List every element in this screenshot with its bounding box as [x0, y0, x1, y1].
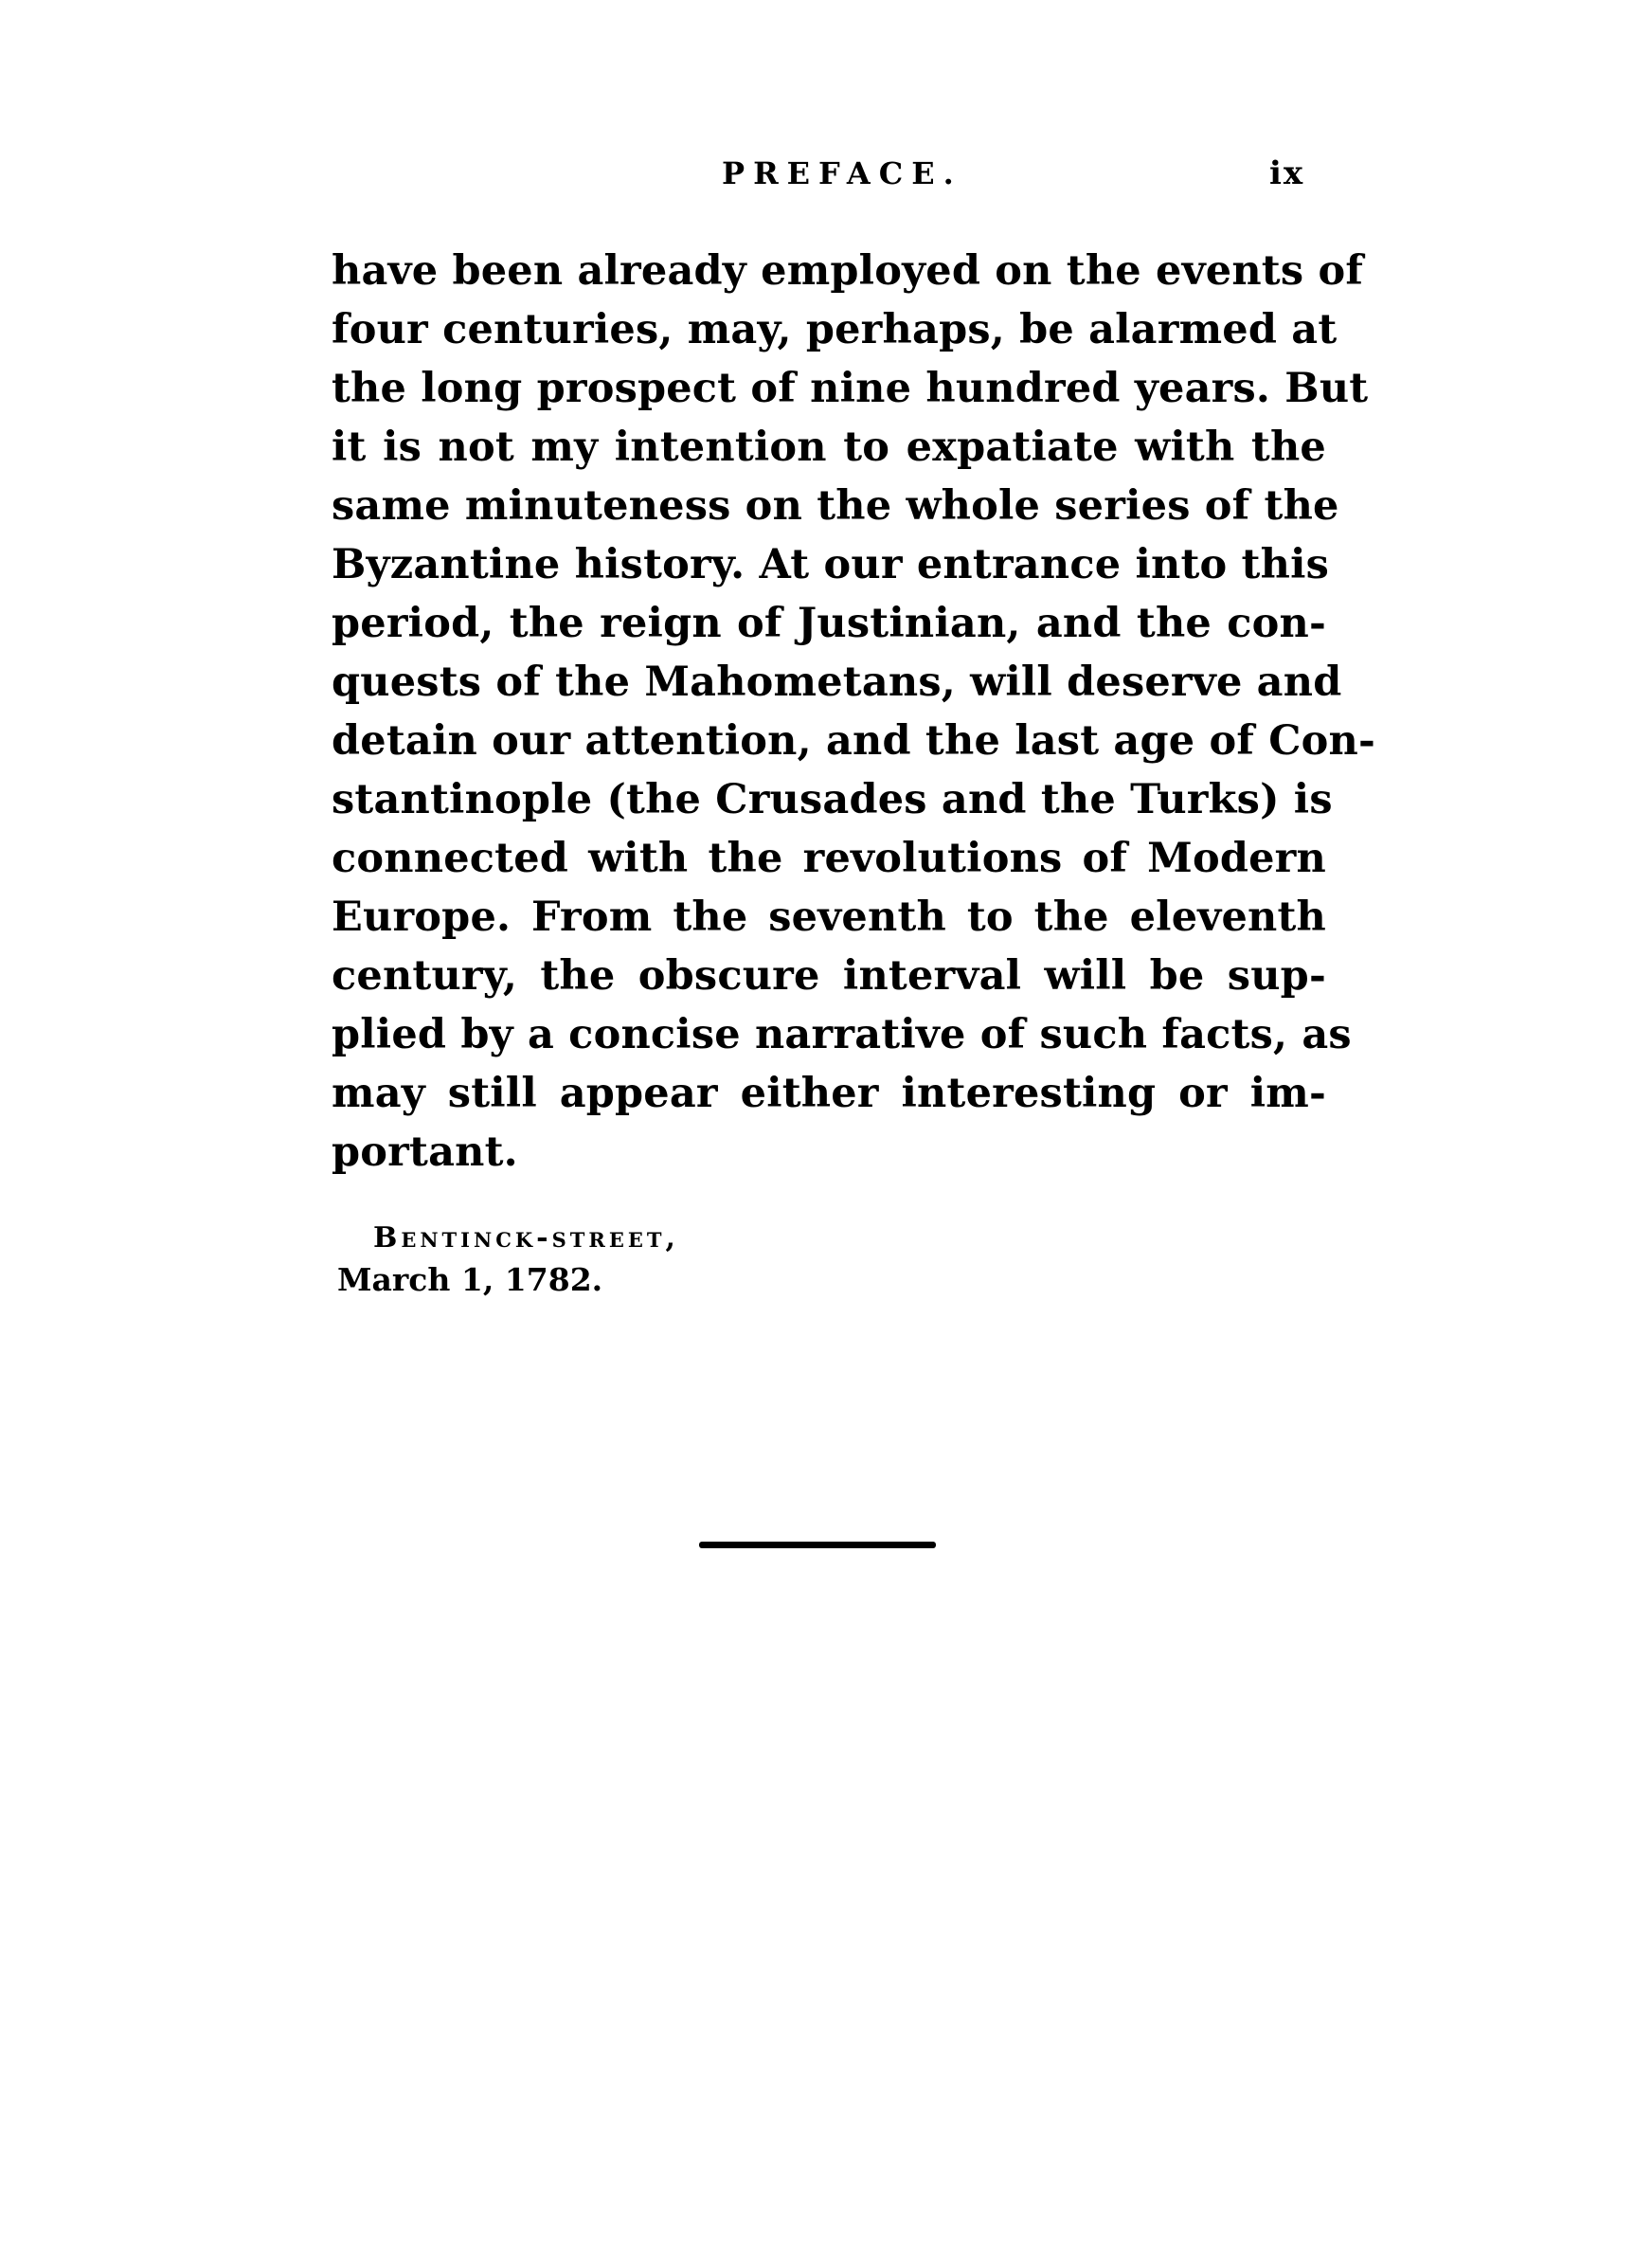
text-line: connected with the revolutions of Modern	[332, 835, 1326, 882]
text-line: period, the reign of Justinian, and the con-	[332, 600, 1326, 647]
signature-block	[337, 1218, 679, 1301]
signature-place: Bentinck-street,	[373, 1221, 679, 1255]
text-line: four centuries, may, perhaps, be alarmed at	[332, 306, 1338, 353]
text-line: plied by a concise narrative of such facts, as	[332, 1011, 1352, 1058]
text-line: it is not my intention to expatiate with the	[332, 424, 1326, 471]
text-line: have been already employed on the events of	[332, 247, 1364, 295]
closing-rule	[699, 1542, 936, 1548]
signature-date: March 1, 1782.	[337, 1261, 603, 1298]
text-line: Byzantine history. At our entrance into this	[332, 541, 1330, 588]
text-line: same minuteness on the whole series of the	[332, 482, 1339, 530]
text-line: the long prospect of nine hundred years. But	[332, 365, 1369, 412]
text-line: may still appear either interesting or im-	[332, 1070, 1326, 1117]
text-line: Europe. From the seventh to the eleventh	[332, 894, 1326, 941]
text-line: quests of the Mahometans, will deserve and	[332, 659, 1342, 706]
text-line: century, the obscure interval will be sup-	[332, 952, 1326, 1000]
text-line: portant.	[332, 1128, 518, 1176]
text-line: stantinople (the Crusades and the Turks) is	[332, 776, 1333, 823]
running-header	[0, 150, 1652, 197]
text-line: detain our attention, and the last age of Con-	[332, 717, 1376, 765]
running-title: PREFACE.	[722, 155, 962, 191]
page-number: ix	[1269, 154, 1305, 192]
preface-body	[332, 242, 1376, 1182]
